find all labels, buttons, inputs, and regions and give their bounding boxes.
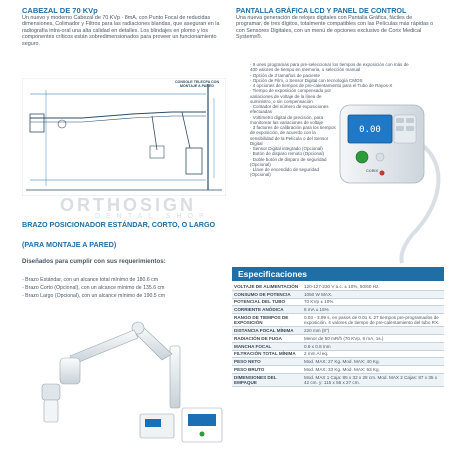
table-row xyxy=(232,358,444,366)
watermark-subtext: DENTAL SHOP xyxy=(95,213,210,220)
spec-key: DIMENSIONES DEL EMPAQUE xyxy=(232,373,302,386)
spec-value: Mod. MAX: 27 Kg. Mod. MAX: 40 Kg. xyxy=(302,358,444,366)
device-screen-readout: 0.00 xyxy=(359,125,381,135)
spec-key: CORRIENTE ANÓDICA xyxy=(232,306,302,314)
specs-title: Especificaciones xyxy=(232,267,444,281)
spec-key: POTENCIAL DEL TUBO xyxy=(232,298,302,306)
feature-item: · Botón de disparo remoto (Opcional) xyxy=(250,151,338,156)
feature-item: · Contador del número de exposiciones efectuadas xyxy=(250,104,338,115)
designed-heading: Diseñados para cumplir con sus requerimientos: xyxy=(22,258,166,265)
table-row xyxy=(232,342,444,350)
lcd-description: Una nueva generación de relojes digitales con Pantalla Gráfica, fáciles de programar, de tres dígitos, totalmente compatibles con las Películas más rápidas o con Sensores Digitales, con un menú de opciones exclusivo de Corix Medical Systems®. xyxy=(236,15,434,41)
brazo-subtitle: (PARA MONTAJE A PARED) xyxy=(22,240,117,249)
spec-value: 220 mm (8") xyxy=(302,327,444,335)
table-row xyxy=(232,350,444,358)
spec-value: 1050 W MAX. xyxy=(302,290,444,298)
feature-item: · Opción de 3 tamaños de paciente xyxy=(250,73,412,78)
spec-key: FILTRACIÓN TOTAL MÍNIMA xyxy=(232,350,302,358)
spec-value: 70 KVp ± 10% xyxy=(302,298,444,306)
feature-item: · 9 unes programas para pre-seleccionar los tiempos de exposición con más de 400 valores de tiempo en memoria, o selección manual xyxy=(250,62,412,73)
requirement-item: - Brazo Corto (Opcional), con un alcance mínimo de 135.6 cm xyxy=(22,285,165,292)
table-row xyxy=(232,306,444,314)
device-illustration xyxy=(322,85,452,265)
spec-key: CONSUMO DE POTENCIA xyxy=(232,290,302,298)
table-row xyxy=(232,327,444,335)
technical-diagram xyxy=(22,78,226,196)
feature-item: · Tiempo de exposición compensado por variaciones de voltaje de la línea de suministro, o sin compensación xyxy=(250,88,338,104)
arm-illustration xyxy=(22,316,226,446)
spec-value: 0.8 x 0.8 mm xyxy=(302,342,444,350)
spec-key: VOLTAJE DE ALIMENTACIÓN xyxy=(232,283,302,290)
spec-value: 8 mA ± 15% xyxy=(302,306,444,314)
spec-value: Mod. MAX: 33 Kg. Mod. MAX: 53 Kg. xyxy=(302,366,444,374)
spec-key: RANGO DE TIEMPOS DE EXPOSICIÓN xyxy=(232,314,302,327)
spec-key: PESO NETO xyxy=(232,358,302,366)
spec-key: RADIACIÓN DE FUGA xyxy=(232,334,302,342)
spec-key: MANCHA FOCAL xyxy=(232,342,302,350)
spec-value: 0.03 - 3.99 s, en pasos de 0.01 s. 27 tiempos pre-programados de exposición. 4 valores de tiempo de pre-calentamiento del tubo RX. xyxy=(302,314,444,327)
feature-item: · Llave de encendido de seguridad (Opcional) xyxy=(250,167,338,178)
arm-product-photo xyxy=(22,316,226,446)
table-row xyxy=(232,373,444,386)
lcd-title: PANTALLA GRÁFICA LCD Y PANEL DE CONTROL xyxy=(236,6,407,15)
requirements-list xyxy=(22,276,226,301)
specs-table xyxy=(232,283,444,387)
spec-key: DISTANCIA FOCAL MÍNIMA xyxy=(232,327,302,335)
spec-value: Menor de 50 mR/h (70 KVp, 8 mA, 1s.) xyxy=(302,334,444,342)
device-brand: CORIX xyxy=(366,169,379,173)
feature-item: · Opción de Film, o Sensor Digital con tecnología CMOS xyxy=(250,78,412,83)
spec-key: PESO BRUTO xyxy=(232,366,302,374)
table-row xyxy=(232,283,444,290)
diagram-drawing xyxy=(22,78,226,196)
requirement-item: - Brazo Largo (Opcional), con un alcance mínimo de 190.5 cm xyxy=(22,293,166,300)
table-row xyxy=(232,298,444,306)
feature-item: · 4 opciones de tiempos de pre-calentamiento para el Tubo de Rayos-X xyxy=(250,83,412,88)
feature-item: · 3 factores de calibración para los tiempos de exposición, de acuerdo con la sensibilidad de la Película o del Sensor Digital xyxy=(250,125,338,146)
control-device-photo xyxy=(322,85,452,265)
spec-value: 2 mm Al eq. xyxy=(302,350,444,358)
table-row xyxy=(232,366,444,374)
feature-item: · Voltímetro digital de precisión, para monitorear las variaciones de voltaje xyxy=(250,115,338,126)
spec-value: 120-127-230 V a.c. ± 10%, 50/60 Hz. xyxy=(302,283,444,290)
spec-value: Mod. MAX 1 Caja: 85 x 32 x 28 cm. Mod. MAX 2 Cajas: 87 x 35 x 42 cm. y: 115 x 56 x 27 cm. xyxy=(302,373,444,386)
feature-item: · Sensor Digital integrado (Opcional) xyxy=(250,146,338,151)
cabezal-title: CABEZAL DE 70 KVp xyxy=(22,6,98,15)
table-row xyxy=(232,290,444,298)
diagram-corner-label: CONSOLE TELECPA CON MONTAJE A PARED xyxy=(174,80,220,89)
brazo-title: BRAZO POSICIONADOR ESTÁNDAR, CORTO, O LARGO xyxy=(22,220,216,229)
table-row xyxy=(232,334,444,342)
feature-item: · Doble botón de disparo de seguridad (Opcional) xyxy=(250,157,338,168)
requirement-item: - Brazo Estándar, con un alcance total mínimo de 180.6 cm xyxy=(22,277,159,283)
watermark-logo: ORTHOSIGN xyxy=(60,195,197,215)
table-row xyxy=(232,314,444,327)
cabezal-description: Un nuevo y moderno Cabezal de 70 KVp - 8mA, con Punto Focal de reducidas dimensiones, Colimador y Filtros para las radiaciones blandas, que aseguran en la radiografía intra-oral una alta calidad en detalles. Los blindajes en plomo y los componentes críticos están sobredimensionados para proveer un funcionamiento seguro. xyxy=(22,15,220,47)
